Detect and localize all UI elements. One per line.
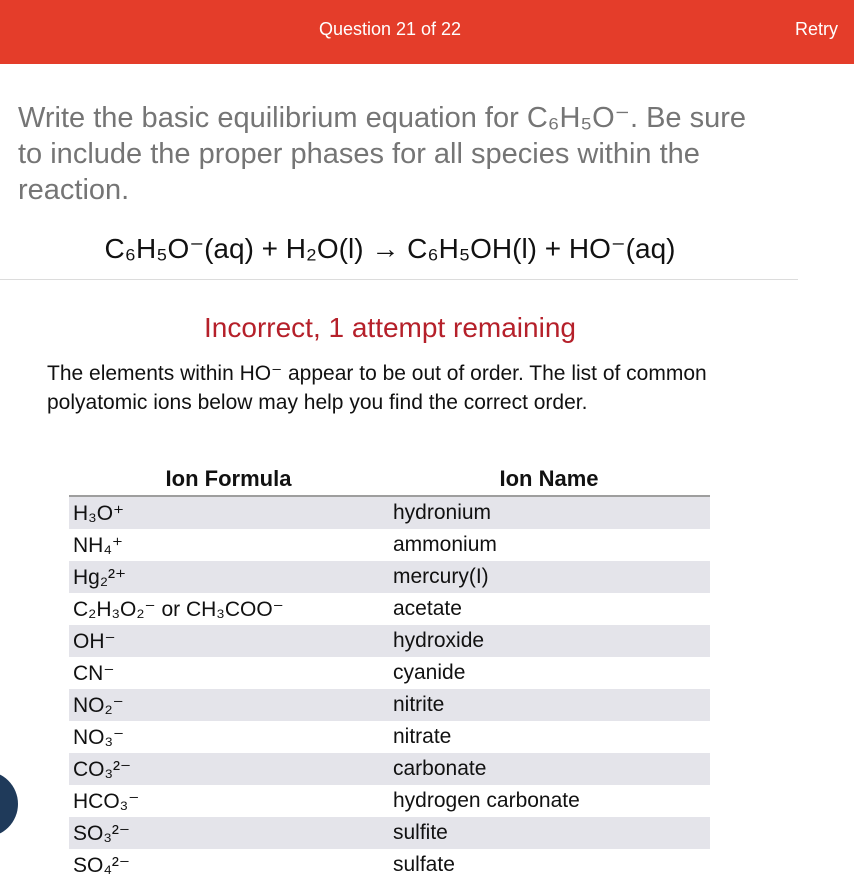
ion-formula: CO₃²⁻: [69, 753, 388, 785]
ion-table: [69, 466, 710, 881]
table-header-row: [69, 466, 710, 496]
help-button[interactable]: [0, 771, 18, 837]
ion-formula: Hg₂²⁺: [69, 561, 388, 593]
ion-formula: SO₃²⁻: [69, 817, 388, 849]
column-header-formula: Ion Formula: [69, 466, 388, 496]
ion-name: sulfite: [388, 817, 710, 849]
ion-name: acetate: [393, 597, 462, 620]
feedback-heading: Incorrect, 1 attempt remaining: [204, 312, 576, 343]
ion-name: hydrogen carbonate: [393, 789, 580, 812]
table-row: [69, 785, 710, 817]
table-row: [69, 849, 710, 881]
ion-formula: C₂H₃O₂⁻ or CH₃COO⁻: [73, 597, 284, 621]
column-header-name: Ion Name: [388, 466, 710, 496]
table-row: [69, 625, 710, 657]
ion-name: mercury(I): [388, 561, 710, 593]
ion-name: hydroxide: [388, 625, 710, 657]
ion-name: ammonium: [393, 533, 497, 556]
question-text: Write the basic equilibrium equation for C₆H₅O⁻. Be sure to include the proper phases for all species within the reaction.: [18, 102, 747, 206]
ion-formula: HCO₃⁻: [73, 789, 140, 813]
ion-formula: CN⁻: [73, 661, 115, 685]
top-bar: [0, 0, 854, 64]
table-row: [69, 657, 710, 689]
table-row: [69, 689, 710, 721]
table-row: [69, 817, 710, 849]
divider: [0, 279, 798, 280]
table-row: [69, 593, 710, 625]
table-row: [69, 721, 710, 753]
ion-name: carbonate: [388, 753, 710, 785]
ion-name: sulfate: [393, 853, 455, 876]
ion-formula: H₃O⁺: [69, 496, 388, 529]
submitted-answer: [0, 232, 780, 265]
ion-formula: NO₃⁻: [73, 725, 125, 749]
ion-name: hydronium: [388, 496, 710, 529]
table-row: [69, 753, 710, 785]
ion-formula: NH₄⁺: [73, 533, 123, 557]
feedback-message: The elements within HO⁻ appear to be out of order. The list of common polyatomic ions below may help you find the correct order.: [47, 362, 707, 414]
ion-formula: OH⁻: [69, 625, 388, 657]
ion-name: cyanide: [393, 661, 466, 684]
table-row: [69, 561, 710, 593]
question-counter: Question 21 of 22: [318, 19, 462, 39]
ion-formula: SO₄²⁻: [73, 853, 130, 877]
retry-button[interactable]: Retry: [794, 19, 838, 39]
table-row: [69, 529, 710, 561]
answer-equation: C₆H₅O⁻(aq) + H₂O(l) → C₆H₅OH(l) + HO⁻(aq): [104, 233, 676, 264]
ion-name: nitrate: [393, 725, 452, 748]
ion-name: nitrite: [388, 689, 710, 721]
question-prompt: [18, 100, 748, 208]
table-row: [69, 496, 710, 529]
ion-formula: NO₂⁻: [69, 689, 388, 721]
